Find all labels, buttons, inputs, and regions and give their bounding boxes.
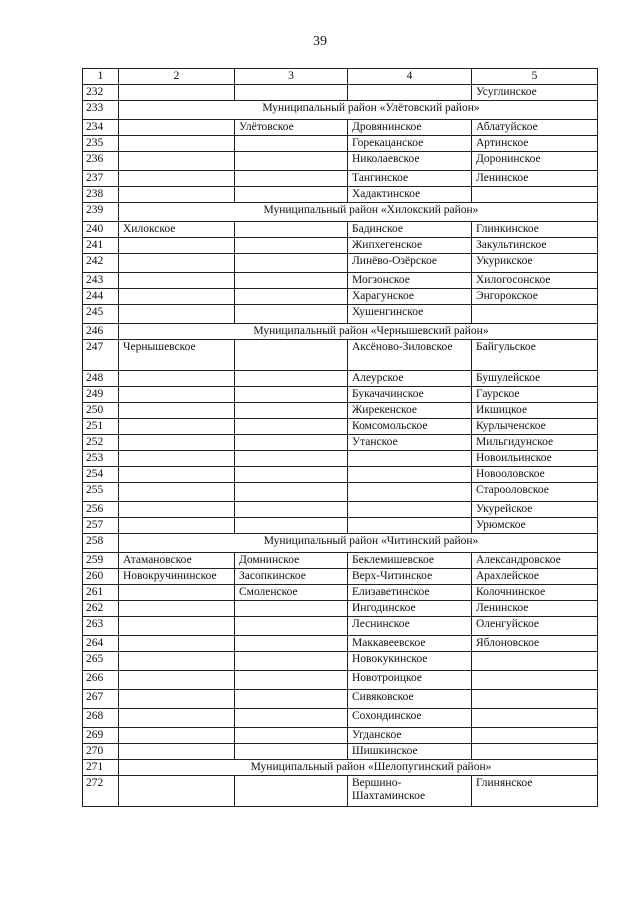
settlement-cell: Аблатуйское <box>472 120 598 136</box>
row-number-cell: 253 <box>83 451 119 467</box>
table-row <box>83 502 598 518</box>
row-number-cell: 247 <box>83 340 119 371</box>
settlement-cell: Беклемишевское <box>348 553 472 569</box>
settlement-cell <box>119 636 235 652</box>
settlement-cell: Урюмское <box>472 518 598 534</box>
settlement-cell <box>119 254 235 273</box>
settlement-cell: Чернышевское <box>119 340 235 371</box>
settlement-cell <box>119 136 235 152</box>
settlement-cell: Колочнинское <box>472 585 598 601</box>
settlement-cell: Усуглинское <box>472 85 598 101</box>
settlement-cell <box>348 483 472 502</box>
row-number-cell: 246 <box>83 324 119 340</box>
row-number-cell: 264 <box>83 636 119 652</box>
district-header-row <box>83 534 598 553</box>
row-number-cell: 259 <box>83 553 119 569</box>
settlement-cell: Улётовское <box>235 120 348 136</box>
settlement-cell: Смоленское <box>235 585 348 601</box>
settlement-cell <box>119 120 235 136</box>
row-number-cell: 235 <box>83 136 119 152</box>
settlement-cell: Горекацанское <box>348 136 472 152</box>
row-number-cell: 244 <box>83 289 119 305</box>
row-number-cell: 234 <box>83 120 119 136</box>
settlement-cell: Харагунское <box>348 289 472 305</box>
settlement-cell <box>235 636 348 652</box>
settlement-cell: Домнинское <box>235 553 348 569</box>
settlement-cell: Атамановское <box>119 553 235 569</box>
settlement-cell: Энгорокское <box>472 289 598 305</box>
settlement-cell <box>348 502 472 518</box>
table-row <box>83 617 598 636</box>
row-number-cell: 239 <box>83 203 119 222</box>
settlement-cell <box>119 171 235 187</box>
table-row <box>83 387 598 403</box>
row-number-cell: 232 <box>83 85 119 101</box>
settlement-cell: Ленинское <box>472 171 598 187</box>
settlement-cell <box>348 518 472 534</box>
table-row <box>83 601 598 617</box>
settlement-cell <box>119 652 235 671</box>
settlement-cell <box>235 435 348 451</box>
table-row <box>83 120 598 136</box>
row-number-cell: 258 <box>83 534 119 553</box>
settlement-cell: Линёво-Озёрское <box>348 254 472 273</box>
row-number-cell: 269 <box>83 728 119 744</box>
row-number-cell: 271 <box>83 760 119 776</box>
table-row <box>83 518 598 534</box>
settlement-cell <box>235 728 348 744</box>
table-row <box>83 85 598 101</box>
table-row <box>83 238 598 254</box>
settlement-cell <box>235 273 348 289</box>
settlement-cell <box>119 483 235 502</box>
district-header-row <box>83 324 598 340</box>
settlement-cell: Новоильинское <box>472 451 598 467</box>
settlement-cell: Яблоновское <box>472 636 598 652</box>
settlement-cell <box>119 617 235 636</box>
settlement-cell <box>119 502 235 518</box>
settlement-cell: Сивяковское <box>348 690 472 709</box>
settlement-cell <box>235 467 348 483</box>
settlement-cell <box>235 744 348 760</box>
settlement-cell <box>235 152 348 171</box>
settlement-cell: Новотроицкое <box>348 671 472 690</box>
settlement-cell <box>235 709 348 728</box>
settlement-cell <box>235 403 348 419</box>
table-row <box>83 744 598 760</box>
table-row <box>83 254 598 273</box>
row-number-cell: 243 <box>83 273 119 289</box>
settlement-cell <box>235 776 348 807</box>
settlement-cell <box>119 671 235 690</box>
settlement-cell <box>472 744 598 760</box>
settlement-cell <box>119 152 235 171</box>
settlement-cell: Закультинское <box>472 238 598 254</box>
settlement-cell: Байгульское <box>472 340 598 371</box>
settlement-cell: Икшицкое <box>472 403 598 419</box>
settlement-cell <box>119 387 235 403</box>
row-number-cell: 233 <box>83 101 119 120</box>
settlement-cell <box>119 305 235 324</box>
settlement-cell: Засопкинское <box>235 569 348 585</box>
settlement-cell: Доронинское <box>472 152 598 171</box>
settlement-cell: Новокручининское <box>119 569 235 585</box>
row-number-cell: 261 <box>83 585 119 601</box>
table-row <box>83 273 598 289</box>
settlement-cell <box>119 403 235 419</box>
settlement-cell: Ленинское <box>472 601 598 617</box>
district-header-row <box>83 760 598 776</box>
settlement-cell <box>235 451 348 467</box>
settlement-cell <box>235 171 348 187</box>
column-header: 4 <box>348 69 472 85</box>
settlement-cell: Комсомольское <box>348 419 472 435</box>
row-number-cell: 252 <box>83 435 119 451</box>
row-number-cell: 242 <box>83 254 119 273</box>
table-row <box>83 403 598 419</box>
settlement-cell <box>235 601 348 617</box>
settlement-cell <box>119 435 235 451</box>
table-row <box>83 340 598 371</box>
district-title-cell: Муниципальный район «Читинский район» <box>119 534 598 553</box>
row-number-cell: 272 <box>83 776 119 807</box>
settlement-cell: Сохондинское <box>348 709 472 728</box>
table-row <box>83 136 598 152</box>
settlement-cell <box>472 187 598 203</box>
settlement-cell <box>119 744 235 760</box>
district-title-cell: Муниципальный район «Улётовский район» <box>119 101 598 120</box>
row-number-cell: 249 <box>83 387 119 403</box>
district-header-row <box>83 203 598 222</box>
settlement-cell: Елизаветинское <box>348 585 472 601</box>
settlement-cell <box>348 451 472 467</box>
settlement-cell: Аксёново-Зиловское <box>348 340 472 371</box>
settlement-cell: Бушулейское <box>472 371 598 387</box>
table-row <box>83 483 598 502</box>
settlement-cell <box>235 617 348 636</box>
settlement-cell <box>235 419 348 435</box>
settlement-cell <box>235 187 348 203</box>
column-header: 1 <box>83 69 119 85</box>
settlement-cell: Шишкинское <box>348 744 472 760</box>
row-number-cell: 237 <box>83 171 119 187</box>
table-row <box>83 289 598 305</box>
settlement-cell: Хилокское <box>119 222 235 238</box>
settlement-cell: Укурикское <box>472 254 598 273</box>
settlement-cell: Тангинское <box>348 171 472 187</box>
row-number-cell: 257 <box>83 518 119 534</box>
table-row <box>83 152 598 171</box>
table-row <box>83 776 598 807</box>
row-number-cell: 241 <box>83 238 119 254</box>
settlement-cell <box>235 387 348 403</box>
table-row <box>83 371 598 387</box>
row-number-cell: 236 <box>83 152 119 171</box>
settlement-cell <box>119 776 235 807</box>
settlement-cell <box>119 690 235 709</box>
settlement-cell <box>235 690 348 709</box>
settlement-cell <box>235 371 348 387</box>
settlement-cell <box>119 709 235 728</box>
row-number-cell: 250 <box>83 403 119 419</box>
table-row <box>83 419 598 435</box>
settlement-cell <box>235 652 348 671</box>
settlement-cell <box>119 85 235 101</box>
district-header-row <box>83 101 598 120</box>
settlement-cell <box>235 518 348 534</box>
settlement-cell <box>235 305 348 324</box>
settlement-cell <box>119 238 235 254</box>
row-number-cell: 245 <box>83 305 119 324</box>
row-number-cell: 265 <box>83 652 119 671</box>
settlement-cell <box>235 502 348 518</box>
settlement-cell: Арахлейское <box>472 569 598 585</box>
row-number-cell: 251 <box>83 419 119 435</box>
settlement-cell <box>119 601 235 617</box>
table-row <box>83 728 598 744</box>
column-header-row <box>83 69 598 85</box>
settlement-cell: Дровянинское <box>348 120 472 136</box>
table-row <box>83 709 598 728</box>
row-number-cell: 266 <box>83 671 119 690</box>
settlement-cell: Укурейское <box>472 502 598 518</box>
settlement-cell <box>119 273 235 289</box>
settlement-cell <box>119 518 235 534</box>
settlement-cell <box>119 728 235 744</box>
settlement-cell: Жирекенское <box>348 403 472 419</box>
table-row <box>83 187 598 203</box>
settlement-cell: Жипхегенское <box>348 238 472 254</box>
settlement-cell: Александровское <box>472 553 598 569</box>
table-row <box>83 451 598 467</box>
table-row <box>83 671 598 690</box>
settlement-cell: Букачачинское <box>348 387 472 403</box>
settlement-cell <box>472 709 598 728</box>
settlement-cell <box>235 254 348 273</box>
settlement-cell: Хушенгинское <box>348 305 472 324</box>
settlement-cell: Леснинское <box>348 617 472 636</box>
settlement-cell <box>119 451 235 467</box>
row-number-cell: 267 <box>83 690 119 709</box>
settlement-cell: Новокукинское <box>348 652 472 671</box>
settlement-cell <box>472 690 598 709</box>
settlement-cell <box>235 340 348 371</box>
table-row <box>83 690 598 709</box>
settlement-cell: Гаурское <box>472 387 598 403</box>
table-row <box>83 585 598 601</box>
settlement-cell: Ингодинское <box>348 601 472 617</box>
row-number-cell: 248 <box>83 371 119 387</box>
settlement-cell: Новооловское <box>472 467 598 483</box>
row-number-cell: 240 <box>83 222 119 238</box>
table-row <box>83 222 598 238</box>
settlement-cell: Хилогосонское <box>472 273 598 289</box>
settlement-cell <box>235 136 348 152</box>
settlement-cell: Вершино-Шахтаминское <box>348 776 472 807</box>
page-number: 39 <box>313 34 327 49</box>
row-number-cell: 260 <box>83 569 119 585</box>
settlement-cell: Глинкинское <box>472 222 598 238</box>
settlement-cell <box>119 419 235 435</box>
district-title-cell: Муниципальный район «Чернышевский район» <box>119 324 598 340</box>
settlement-cell: Глинянское <box>472 776 598 807</box>
settlement-cell <box>472 652 598 671</box>
settlement-cell <box>235 289 348 305</box>
settlement-cell <box>348 467 472 483</box>
table-body <box>83 69 598 807</box>
settlement-cell: Маккавеевское <box>348 636 472 652</box>
settlement-cell: Николаевское <box>348 152 472 171</box>
table-row <box>83 569 598 585</box>
settlement-cell: Верх-Читинское <box>348 569 472 585</box>
column-header: 2 <box>119 69 235 85</box>
municipalities-table <box>82 68 598 807</box>
settlement-cell <box>235 85 348 101</box>
district-title-cell: Муниципальный район «Хилокский район» <box>119 203 598 222</box>
settlement-cell: Хадактинское <box>348 187 472 203</box>
settlement-cell: Артинское <box>472 136 598 152</box>
settlement-cell <box>472 728 598 744</box>
column-header: 3 <box>235 69 348 85</box>
table-row <box>83 305 598 324</box>
row-number-cell: 270 <box>83 744 119 760</box>
settlement-cell <box>119 467 235 483</box>
row-number-cell: 255 <box>83 483 119 502</box>
table-row <box>83 435 598 451</box>
settlement-cell <box>472 671 598 690</box>
table-row <box>83 636 598 652</box>
row-number-cell: 262 <box>83 601 119 617</box>
table-row <box>83 652 598 671</box>
table-row <box>83 171 598 187</box>
settlement-cell <box>119 289 235 305</box>
settlement-cell: Курлыченское <box>472 419 598 435</box>
settlement-cell <box>119 187 235 203</box>
row-number-cell: 263 <box>83 617 119 636</box>
settlement-cell: Старооловское <box>472 483 598 502</box>
settlement-cell <box>235 238 348 254</box>
table-row <box>83 553 598 569</box>
row-number-cell: 256 <box>83 502 119 518</box>
row-number-cell: 268 <box>83 709 119 728</box>
settlement-cell: Могзонское <box>348 273 472 289</box>
settlement-cell <box>235 483 348 502</box>
settlement-cell: Алеурское <box>348 371 472 387</box>
settlement-cell <box>235 222 348 238</box>
column-header: 5 <box>472 69 598 85</box>
table-row <box>83 467 598 483</box>
settlement-cell <box>235 671 348 690</box>
settlement-cell <box>472 305 598 324</box>
settlement-cell: Мильгидунское <box>472 435 598 451</box>
settlement-cell: Бадинское <box>348 222 472 238</box>
row-number-cell: 254 <box>83 467 119 483</box>
settlement-cell: Оленгуйское <box>472 617 598 636</box>
settlement-cell <box>119 371 235 387</box>
settlement-cell: Угданское <box>348 728 472 744</box>
settlement-cell: Утанское <box>348 435 472 451</box>
settlement-cell <box>348 85 472 101</box>
row-number-cell: 238 <box>83 187 119 203</box>
settlement-cell <box>119 585 235 601</box>
district-title-cell: Муниципальный район «Шелопугинский район» <box>119 760 598 776</box>
